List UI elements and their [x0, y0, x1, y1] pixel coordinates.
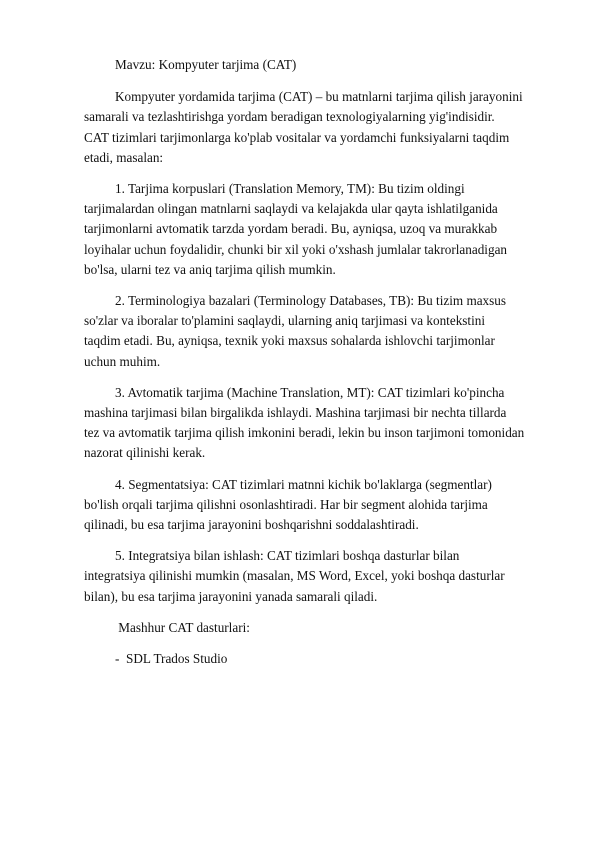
list-item: - SDL Trados Studio [115, 651, 228, 667]
paragraph-line: 4. Segmentatsiya: CAT tizimlari matnni kichik bo'laklarga (segmentlar) [115, 476, 492, 492]
paragraph-line: CAT tizimlari tarjimonlarga ko'plab vositalar va yordamchi funksiyalarni taqdim [84, 129, 510, 145]
paragraph-integration [84, 546, 558, 607]
paragraph-line: nazorat qilinishi kerak. [84, 445, 206, 461]
paragraph-line: 2. Terminologiya bazalari (Terminology Databases, TB): Bu tizim maxsus [115, 293, 507, 309]
paragraph-segmentation [84, 475, 558, 536]
paragraph-line: bo'lish orqali tarjima qilishni osonlashtiradi. Har bir segment alohida tarjima [84, 496, 488, 512]
document-body [84, 55, 558, 680]
paragraph-line: bo'lsa, ularni tez va aniq tarjima qilish mumkin. [84, 261, 336, 277]
paragraph-intro [84, 87, 558, 168]
paragraph-line: Kompyuter yordamida tarjima (CAT) – bu matnlarni tarjima qilish jarayonini [115, 89, 523, 105]
paragraph-line: 3. Avtomatik tarjima (Machine Translation, MT): CAT tizimlari ko'pincha [115, 384, 505, 400]
paragraph-translation-memory [84, 179, 558, 280]
paragraph-machine-translation [84, 383, 558, 464]
document-title: Mavzu: Kompyuter tarjima (CAT) [115, 57, 297, 72]
paragraph-line: uchun muhim. [84, 353, 161, 369]
subheading-popular-cat-tools: Mashhur CAT dasturlari: [115, 619, 250, 635]
paragraph-line: integratsiya qilinishi mumkin (masalan, MS Word, Excel, yoki boshqa dasturlar [84, 568, 505, 584]
paragraph-line: samarali va tezlashtirishga yordam beradigan texnologiyalarning yig'indisidir. [84, 109, 495, 125]
paragraph-line: tarjimalardan olingan matnlarni saqlaydi va kelajakda ular qayta ishlatilganida [84, 201, 498, 217]
paragraph-line: qilinadi, bu esa tarjima jarayonini boshqarishni soddalashtiradi. [84, 517, 419, 533]
paragraph-terminology [84, 291, 558, 372]
paragraph-line: etadi, masalan: [84, 149, 164, 165]
paragraph-line: loyihalar uchun foydalidir, chunki bir xil yoki o'xshash jumlalar takrorlanadigan [84, 241, 508, 257]
paragraph-line: 1. Tarjima korpuslari (Translation Memory, TM): Bu tizim oldingi [115, 181, 465, 197]
paragraph-line: 5. Integratsiya bilan ishlash: CAT tizimlari boshqa dasturlar bilan [115, 548, 460, 564]
paragraph-line: tez va avtomatik tarjima qilish imkonini beradi, lekin bu inson tarjimoni tomonidan [84, 425, 525, 441]
paragraph-line: bilan), bu esa tarjima jarayonini yanada samarali qiladi. [84, 588, 378, 604]
paragraph-line: taqdim etadi. Bu, ayniqsa, texnik yoki maxsus sohalarda ishlovchi tarjimonlar [84, 333, 495, 349]
paragraph-line: so'zlar va iboralar to'plamini saqlaydi, ularning aniq tarjimasi va kontekstini [84, 313, 486, 329]
paragraph-line: tarjimonlarni avtomatik tarzda yordam beradi. Bu, ayniqsa, uzoq va murakkab [84, 221, 498, 237]
paragraph-line: mashina tarjimasi bilan birgalikda ishlaydi. Mashina tarjimasi bir nechta tillarda [84, 405, 507, 421]
